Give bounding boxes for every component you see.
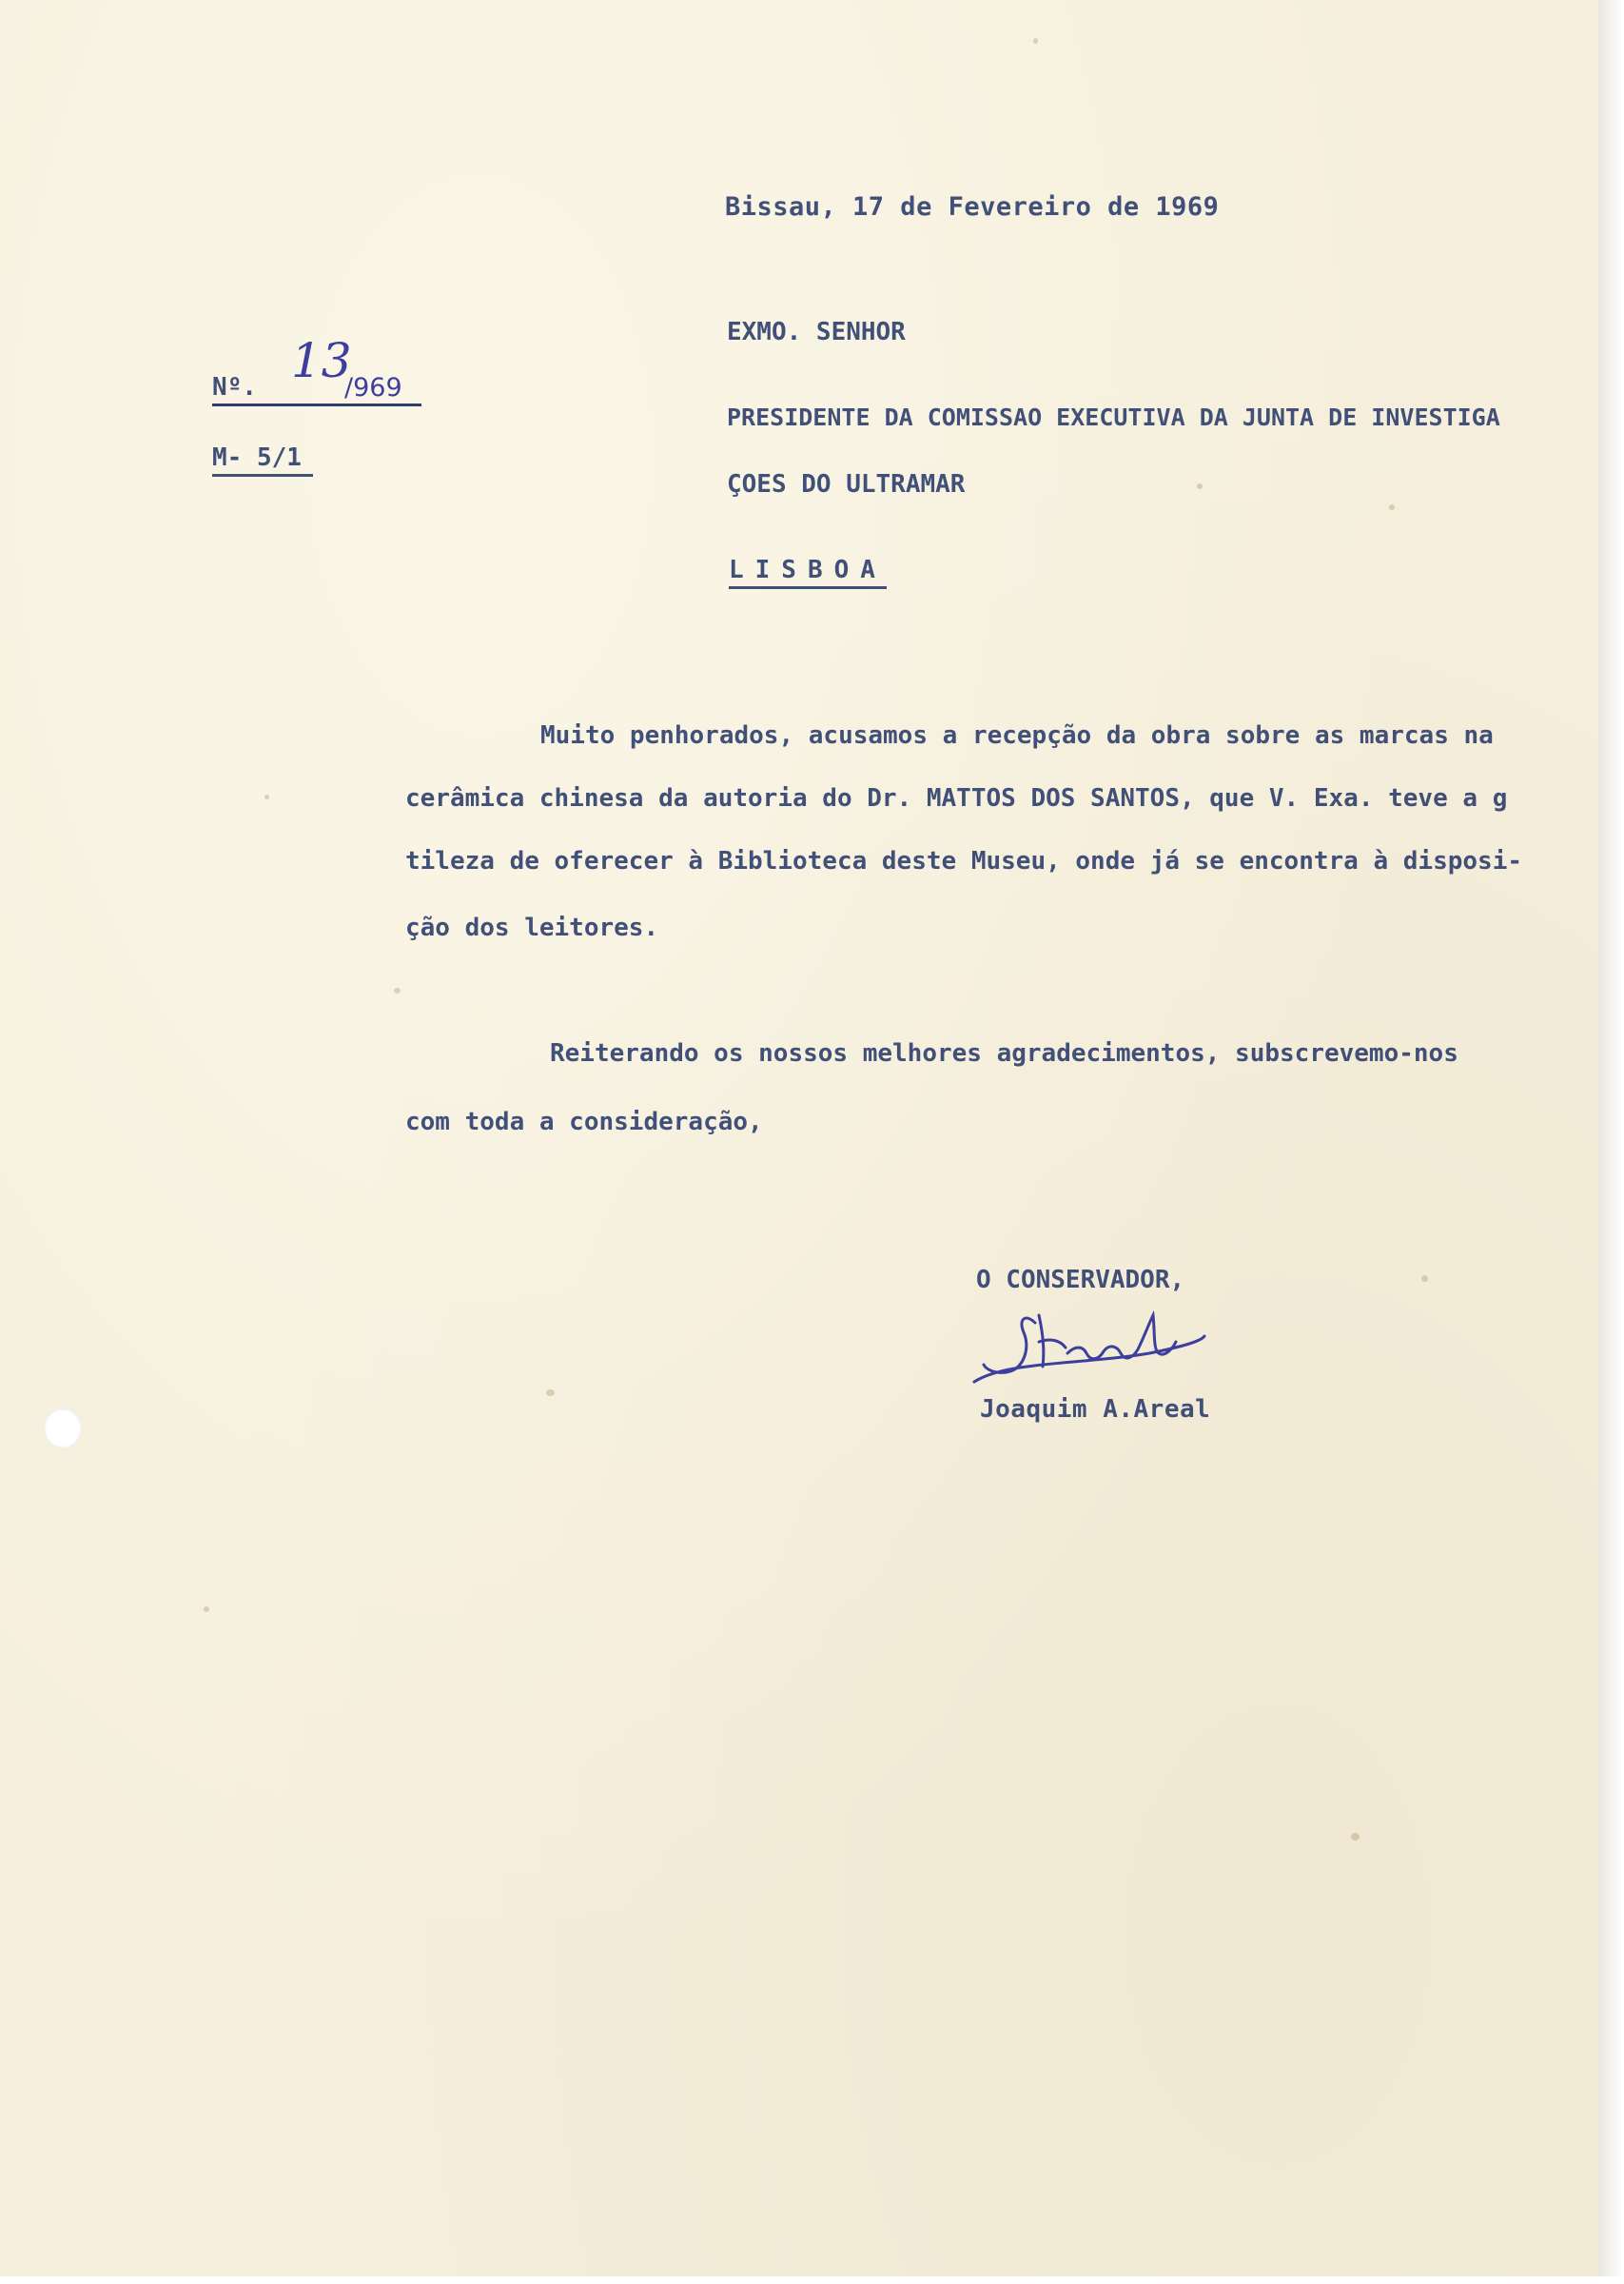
closing-role: O CONSERVADOR, (976, 1266, 1185, 1294)
reference-number-prefix: Nº. (212, 373, 257, 402)
body-paragraph1-line2: cerâmica chinesa da autoria do Dr. MATTOS DOS SANTOS, que V. Exa. teve a g (405, 784, 1508, 813)
paper-speck (1351, 1833, 1360, 1841)
body-paragraph2-line2: com toda a consideração, (405, 1108, 763, 1136)
paper-speck (1197, 483, 1203, 489)
body-paragraph2-line1: Reiterando os nossos melhores agradecimentos, subscrevemo-nos (550, 1039, 1458, 1068)
addressee-city: LISBOA (729, 556, 887, 589)
addressee-title-line2: ÇOES DO ULTRAMAR (727, 470, 966, 499)
addressee-title-line1: PRESIDENTE DA COMISSAO EXECUTIVA DA JUNTA DE INVESTIGA (727, 404, 1500, 431)
signatory-name: Joaquim A.Areal (980, 1395, 1211, 1424)
scan-bottom-edge (0, 2276, 1624, 2284)
paper-speck (546, 1389, 555, 1396)
paper-speck (1033, 38, 1038, 44)
paper-speck (204, 1606, 209, 1612)
reference-number-rule (212, 404, 421, 406)
punch-hole (44, 1408, 82, 1448)
body-paragraph1-line3: tileza de oferecer à Biblioteca deste Museu, onde já se encontra à disposi- (405, 847, 1522, 876)
scan-edge (1598, 0, 1624, 2284)
paper-speck (394, 988, 401, 994)
salutation: EXMO. SENHOR (727, 318, 906, 346)
paper-speck (1421, 1275, 1428, 1282)
paper-speck (264, 795, 269, 799)
body-paragraph1-line1: Muito penhorados, acusamos a recepção da obra sobre as marcas na (540, 721, 1494, 750)
reference-number-suffix: /969 (344, 373, 402, 403)
place-date: Bissau, 17 de Fevereiro de 1969 (725, 192, 1220, 222)
file-reference: M- 5/1 (212, 443, 313, 477)
reference-number-handwritten: 13 (291, 333, 352, 388)
body-paragraph1-line4: ção dos leitores. (405, 914, 659, 942)
handwritten-signature (969, 1294, 1206, 1399)
paper-speck (1389, 504, 1395, 510)
